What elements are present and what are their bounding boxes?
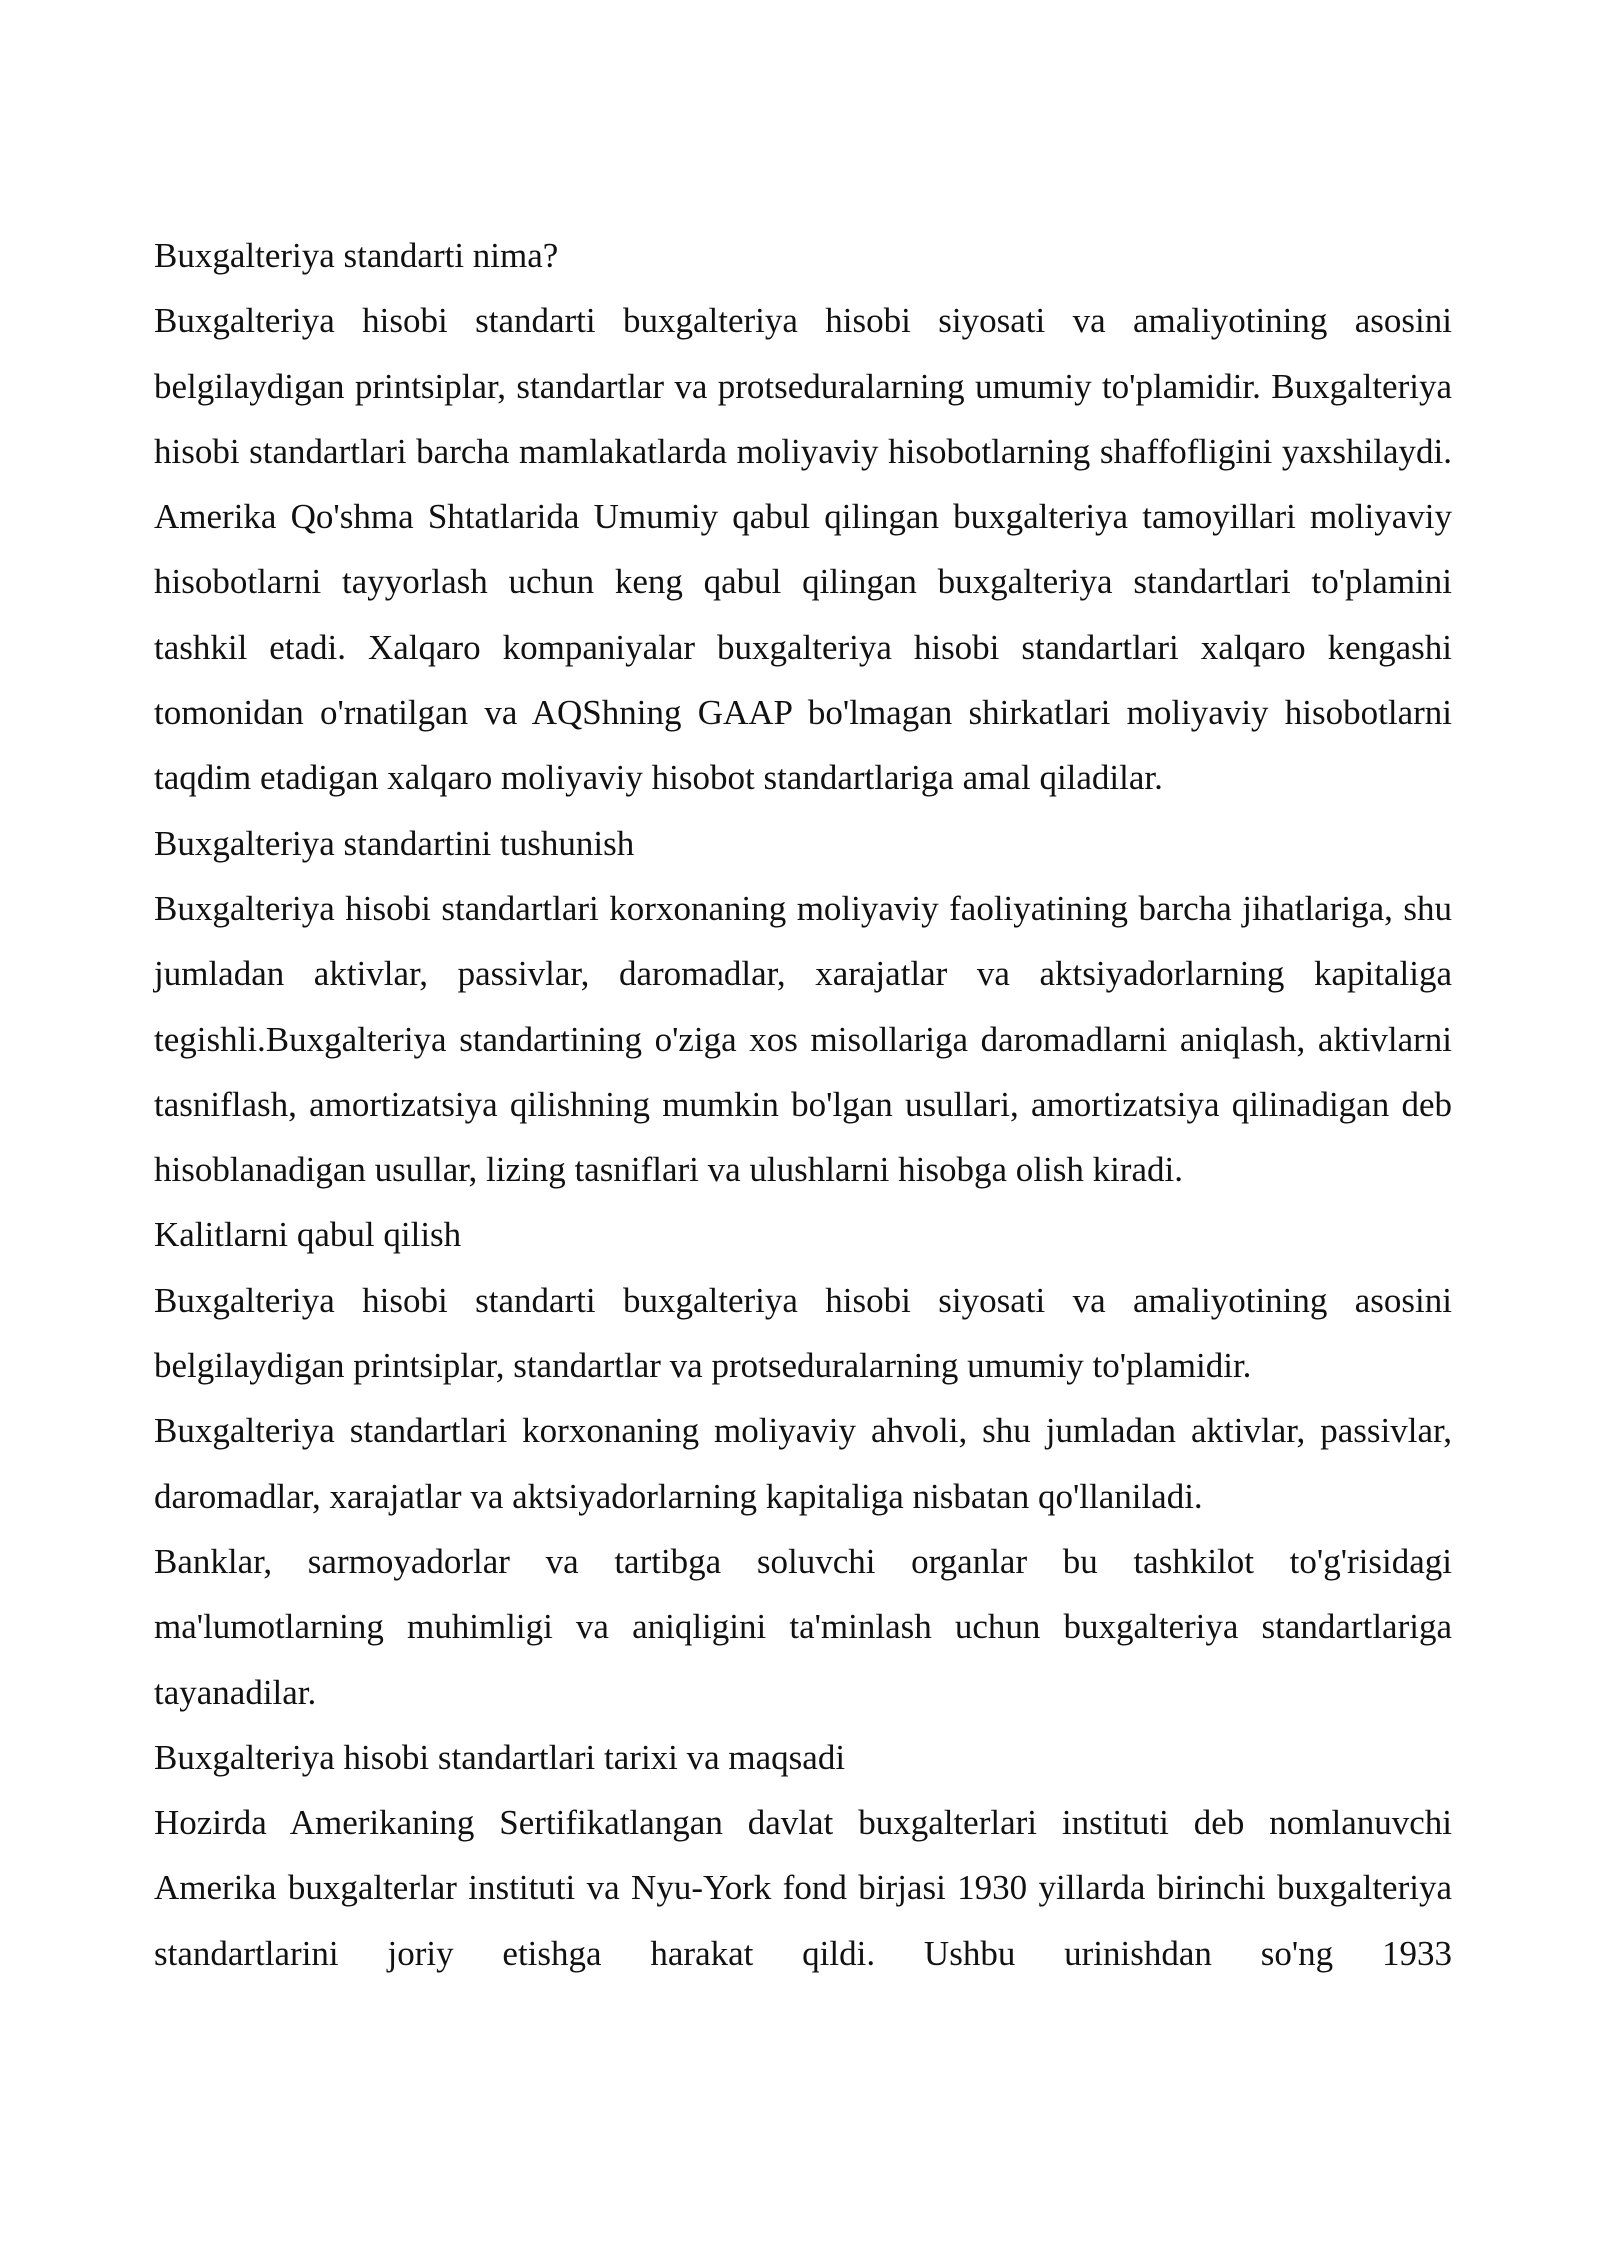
paragraph-takeaway-2: Buxgalteriya standartlari korxonaning moliyaviy ahvoli, shu jumladan aktivlar, passivlar, daromadlar, xarajatlar va aktsiyadorlarning kapitaliga nisbatan qo'llaniladi. bbox=[154, 1411, 1452, 1516]
paragraph-takeaway-3: Banklar, sarmoyadorlar va tartibga soluvchi organlar bu tashkilot to'g'risidagi ma'lumotlarning muhimligi va aniqligini ta'minlash uchun buxgalteriya standartlariga tayanadilar. bbox=[154, 1541, 1452, 1712]
paragraph-definition: Buxgalteriya hisobi standarti buxgalteriya hisobi siyosati va amaliyotining asosini belgilaydigan printsiplar, standartlar va protseduralarning umumiy to'plamidir. Buxgalteriya hisobi standartlari barcha mamlakatlarda moliyaviy hisobotlarning shaffofligini yaxshilaydi. Amerika Qo'shma Shtatlarida Umumiy qabul qilingan buxgalteriya tamoyillari moliyaviy hisobotlarni tayyorlash uchun keng qabul qilingan buxgalteriya standartlari to'plamini tashkil etadi. Xalqaro kompaniyalar buxgalteriya hisobi standartlari xalqaro kengashi tomonidan o'rnatilgan va AQShning GAAP bo'lmagan shirkatlari moliyaviy hisobotlarni taqdim etadigan xalqaro moliyaviy hisobot standartlariga amal qiladilar. bbox=[154, 301, 1452, 798]
document-page bbox=[154, 223, 1452, 1986]
paragraph-history: Hozirda Amerikaning Sertifikatlangan davlat buxgalterlari instituti deb nomlanuvchi Amerika buxgalterlar instituti va Nyu-York fond birjasi 1930 yillarda birinchi buxgalteriya standartlarini joriy etishga harakat qildi. Ushbu urinishdan so'ng 1933 bbox=[154, 1803, 1452, 1973]
section-heading-key-takeaways: Kalitlarni qabul qilish bbox=[154, 1215, 462, 1255]
paragraph-understanding: Buxgalteriya hisobi standartlari korxonaning moliyaviy faoliyatining barcha jihatlariga, shu jumladan aktivlar, passivlar, daromadlar, xarajatlar va aktsiyadorlarning kapitaliga tegishli.Buxgalteriya standartining o'ziga xos misollariga daromadlarni aniqlash, aktivlarni tasniflash, amortizatsiya qilishning mumkin bo'lgan usullari, amortizatsiya qilinadigan deb hisoblanadigan usullar, lizing tasniflari va ulushlarni hisobga olish kiradi. bbox=[154, 888, 1452, 1190]
section-heading-understanding: Buxgalteriya standartini tushunish bbox=[154, 823, 635, 863]
paragraph-takeaway-1: Buxgalteriya hisobi standarti buxgalteriya hisobi siyosati va amaliyotining asosini belgilaydigan printsiplar, standartlar va protseduralarning umumiy to'plamidir. bbox=[154, 1280, 1452, 1386]
section-heading-what-is-standard: Buxgalteriya standarti nima? bbox=[154, 236, 559, 275]
section-heading-history: Buxgalteriya hisobi standartlari tarixi va maqsadi bbox=[154, 1737, 846, 1777]
